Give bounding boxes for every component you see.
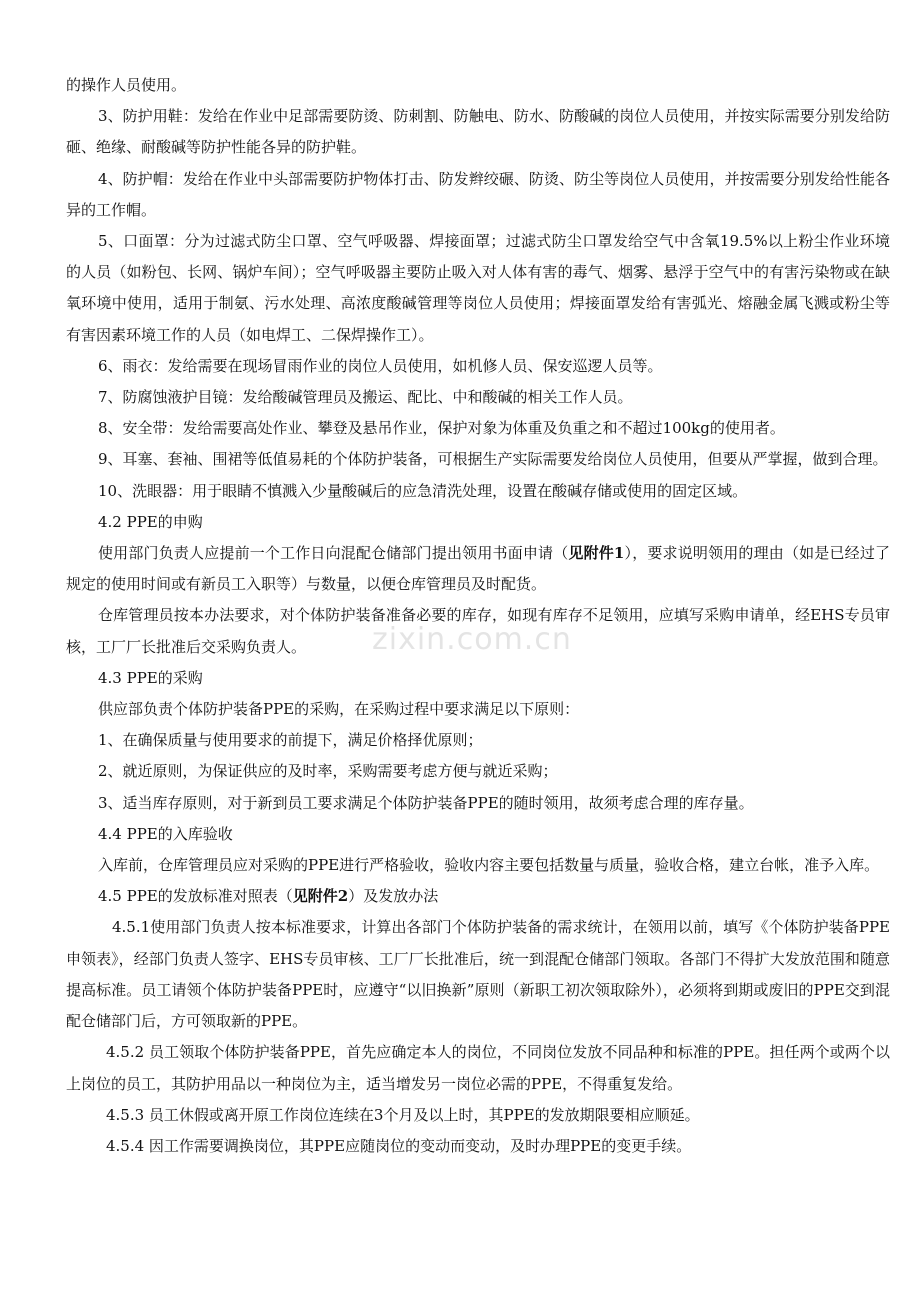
list-item-principle-2: 2、就近原则，为保证供应的及时率，采购需要考虑方便与就近采购； xyxy=(98,762,558,781)
paragraph-eyewash: 10、洗眼器：用于眼睛不慎溅入少量酸碱后的应急清洗处理，设置在酸碱存储或使用的固定区域。 xyxy=(98,481,748,500)
document-body xyxy=(66,70,890,1162)
paragraph-procurement: 供应部负责个体防护装备PPE的采购，在采购过程中要求满足以下原则： xyxy=(98,700,580,719)
paragraph-4-5-2: 4.5.2 员工领取个体防护装备PPE，首先应确定本人的岗位，不同岗位发放不同品种和标准的PPE。担任两个或两个以上岗位的员工，其防护用品以一种岗位为主，适当增发另一岗位必需的PPE，不得重复发给。 xyxy=(66,1043,890,1093)
list-item-principle-3: 3、适当库存原则，对于新到员工要求满足个体防护装备PPE的随时领用，故须考虑合理的库存量。 xyxy=(98,793,754,812)
heading-4-3: 4.3 PPE的采购 xyxy=(98,668,203,687)
paragraph-protective-helmet: 4、防护帽：发给在作业中头部需要防护物体打击、防发辫绞碾、防烫、防尘等岗位人员使用，并按需要分别发给性能各异的工作帽。 xyxy=(66,169,890,219)
heading-4-4: 4.4 PPE的入库验收 xyxy=(98,824,233,843)
heading-4-5-text-b: ）及发放办法 xyxy=(348,887,439,906)
paragraph-acceptance: 入库前，仓库管理员应对采购的PPE进行严格验收，验收内容主要包括数量与质量，验收合格，建立台帐，准予入库。 xyxy=(98,856,880,875)
watermark: zixin.com.cn xyxy=(372,622,572,657)
paragraph-protective-shoes: 3、防护用鞋：发给在作业中足部需要防烫、防刺割、防触电、防水、防酸碱的岗位人员使用，并按实际需要分别发给防砸、绝缘、耐酸碱等防护性能各异的防护鞋。 xyxy=(66,107,890,157)
paragraph-face-mask: 5、口面罩：分为过滤式防尘口罩、空气呼吸器、焊接面罩；过滤式防尘口罩发给空气中含氧19.5%以上粉尘作业环境的人员（如粉包、长网、锅炉车间）；空气呼吸器主要防止吸入对人体有害的毒气、烟雾、悬浮于空气中的有害污染物或在缺氧环境中使用，适用于制氨、污水处理、高浓度酸碱管理等岗位人员使用；焊接面罩发给有害弧光、熔融金属飞溅或粉尘等有害因素环境工作的人员（如电焊工、二保焊操作工）。 xyxy=(66,232,890,344)
paragraph-4-5-1: 4.5.1使用部门负责人按本标准要求，计算出各部门个体防护装备的需求统计，在领用以前，填写《个体防护装备PPE申领表》，经部门负责人签字、EHS专员审核、工厂厂长批准后，统一到混配仓储部门领取。各部门不得扩大发放范围和随意提高标准。员工请领个体防护装备PPE时，应遵守“以旧换新”原则（新职工初次领取除外），必须将到期或废旧的PPE交到混配仓储部门后，方可领取新的PPE。 xyxy=(66,918,890,1031)
appendix-2-reference: 见附件2 xyxy=(292,887,349,906)
heading-4-5-text-a: 4.5 PPE的发放标准对照表（ xyxy=(98,887,293,906)
paragraph-warehouse-stock: 仓库管理员按本办法要求，对个体防护装备准备必要的库存，如现有库存不足领用，应填写采购申请单，经EHS专员审核，工厂厂长批准后交采购负责人。 xyxy=(66,606,890,656)
paragraph-4-5-3: 4.5.3 员工休假或离开原工作岗位连续在3个月及以上时，其PPE的发放期限要相应顺延。 xyxy=(106,1105,700,1124)
paragraph-goggles: 7、防腐蚀液护目镜：发给酸碱管理员及搬运、配比、中和酸碱的相关工作人员。 xyxy=(98,388,633,407)
paragraph-raincoat: 6、雨衣：发给需要在现场冒雨作业的岗位人员使用，如机修人员、保安巡逻人员等。 xyxy=(98,356,663,375)
heading-4-2: 4.2 PPE的申购 xyxy=(98,512,203,531)
appendix-1-reference: 见附件1 xyxy=(568,544,625,563)
paragraph-purchase-request-text-b: ），要求说明领用的理由（如是已经过了规定的使用时间或有新员工入职等）与数量，以便仓库管理员及时配货。 xyxy=(66,544,890,594)
paragraph-safety-belt: 8、安全带：发给需要高处作业、攀登及悬吊作业，保护对象为体重及负重之和不超过100kg的使用者。 xyxy=(98,419,785,438)
paragraph-purchase-request-text-a: 使用部门负责人应提前一个工作日向混配仓储部门提出领用书面申请（ xyxy=(98,544,569,563)
list-item-principle-1: 1、在确保质量与使用要求的前提下，满足价格择优原则； xyxy=(98,731,483,750)
paragraph-4-5-4: 4.5.4 因工作需要调换岗位，其PPE应随岗位的变动而变动，及时办理PPE的变更手续。 xyxy=(106,1136,692,1155)
paragraph-purchase-request xyxy=(66,538,890,600)
paragraph-continuation: 的操作人员使用。 xyxy=(66,76,187,94)
paragraph-earplugs: 9、耳塞、套袖、围裙等低值易耗的个体防护装备，可根据生产实际需要发给岗位人员使用，但要从严掌握，做到合理。 xyxy=(98,450,888,469)
heading-4-5 xyxy=(66,881,890,912)
